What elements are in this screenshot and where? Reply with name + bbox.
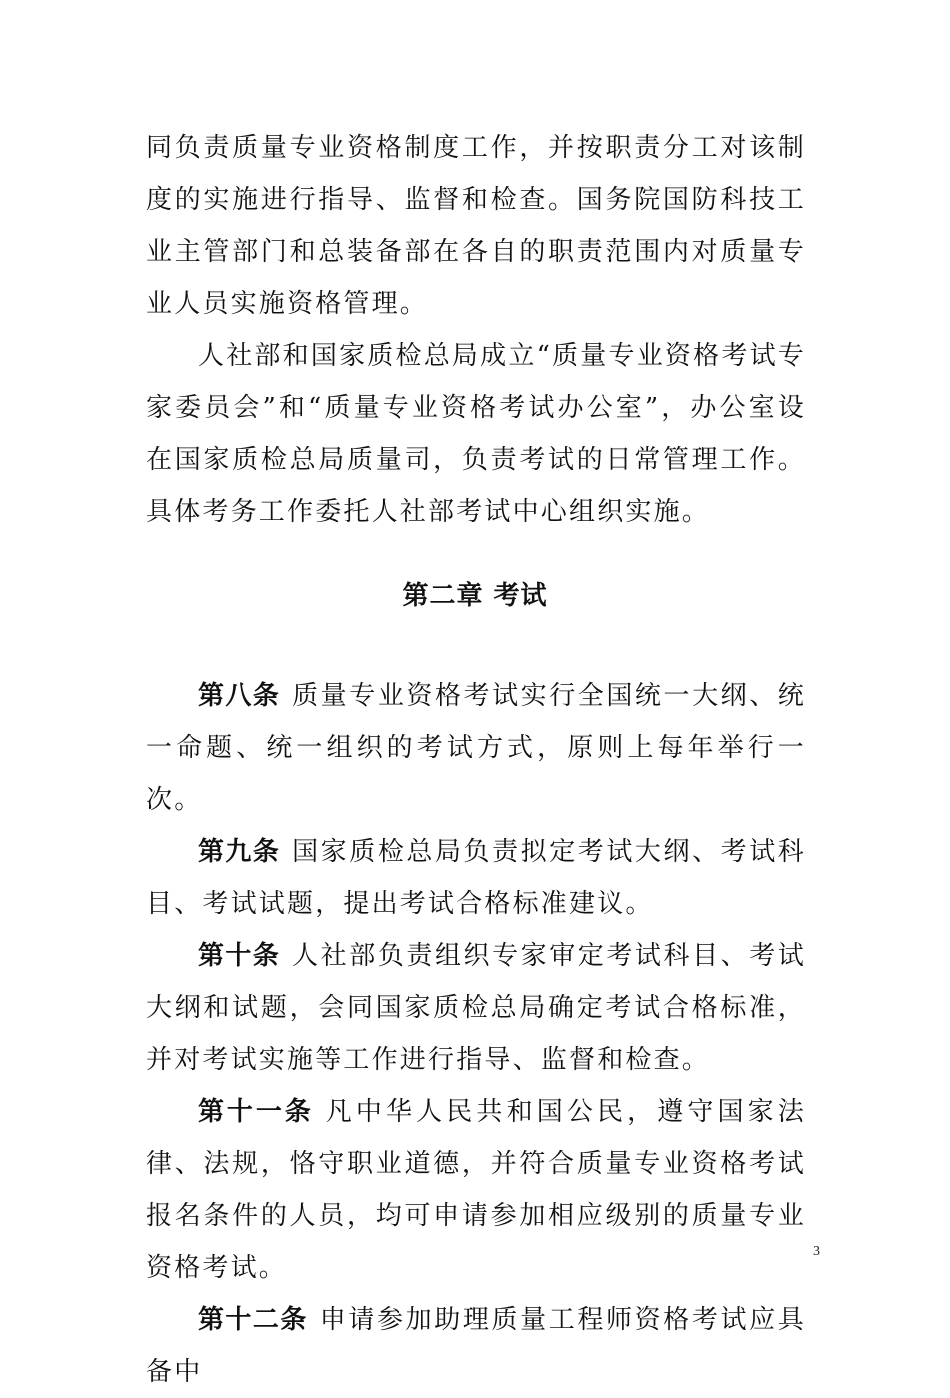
article-label: 第十一条: [198, 1097, 314, 1127]
chapter-title: 第二章 考试: [402, 581, 548, 611]
article-text: 申请参加助理质量工程师资格考试应具备中: [146, 1305, 806, 1387]
article-8: [146, 670, 806, 826]
article-text: 国家质检总局负责拟定考试大纲、考试科目、考试试题，提出考试合格标准建议。: [146, 837, 806, 919]
intro-paragraph-2: 人社部和国家质检总局成立“质量专业资格考试专家委员会”和“质量专业资格考试办公室”，办公室设在国家质检总局质量司，负责考试的日常管理工作。具体考务工作委托人社部考试中心组织实施。: [146, 341, 806, 527]
article-label: 第九条: [198, 837, 281, 867]
articles-section: [146, 670, 806, 1398]
article-label: 第八条: [198, 681, 281, 711]
article-text: 质量专业资格考试实行全国统一大纲、统一命题、统一组织的考试方式，原则上每年举行一次。: [146, 681, 806, 815]
intro-paragraph-1: 同负责质量专业资格制度工作，并按职责分工对该制度的实施进行指导、监督和检查。国务院国防科技工业主管部门和总装备部在各自的职责范围内对质量专业人员实施资格管理。: [146, 133, 806, 319]
article-12: [146, 1294, 806, 1398]
article-label: 第十条: [198, 941, 281, 971]
article-label: 第十二条: [198, 1305, 308, 1335]
article-text: 人社部负责组织专家审定考试科目、考试大纲和试题，会同国家质检总局确定考试合格标准，并对考试实施等工作进行指导、监督和检查。: [146, 941, 806, 1075]
article-11: [146, 1086, 806, 1294]
intro-section: [146, 122, 806, 538]
article-10: [146, 930, 806, 1086]
page-number: 3: [813, 1244, 820, 1259]
article-9: [146, 826, 806, 930]
article-text: 凡中华人民共和国公民，遵守国家法律、法规，恪守职业道德，并符合质量专业资格考试报名条件的人员，均可申请参加相应级别的质量专业资格考试。: [146, 1097, 806, 1283]
